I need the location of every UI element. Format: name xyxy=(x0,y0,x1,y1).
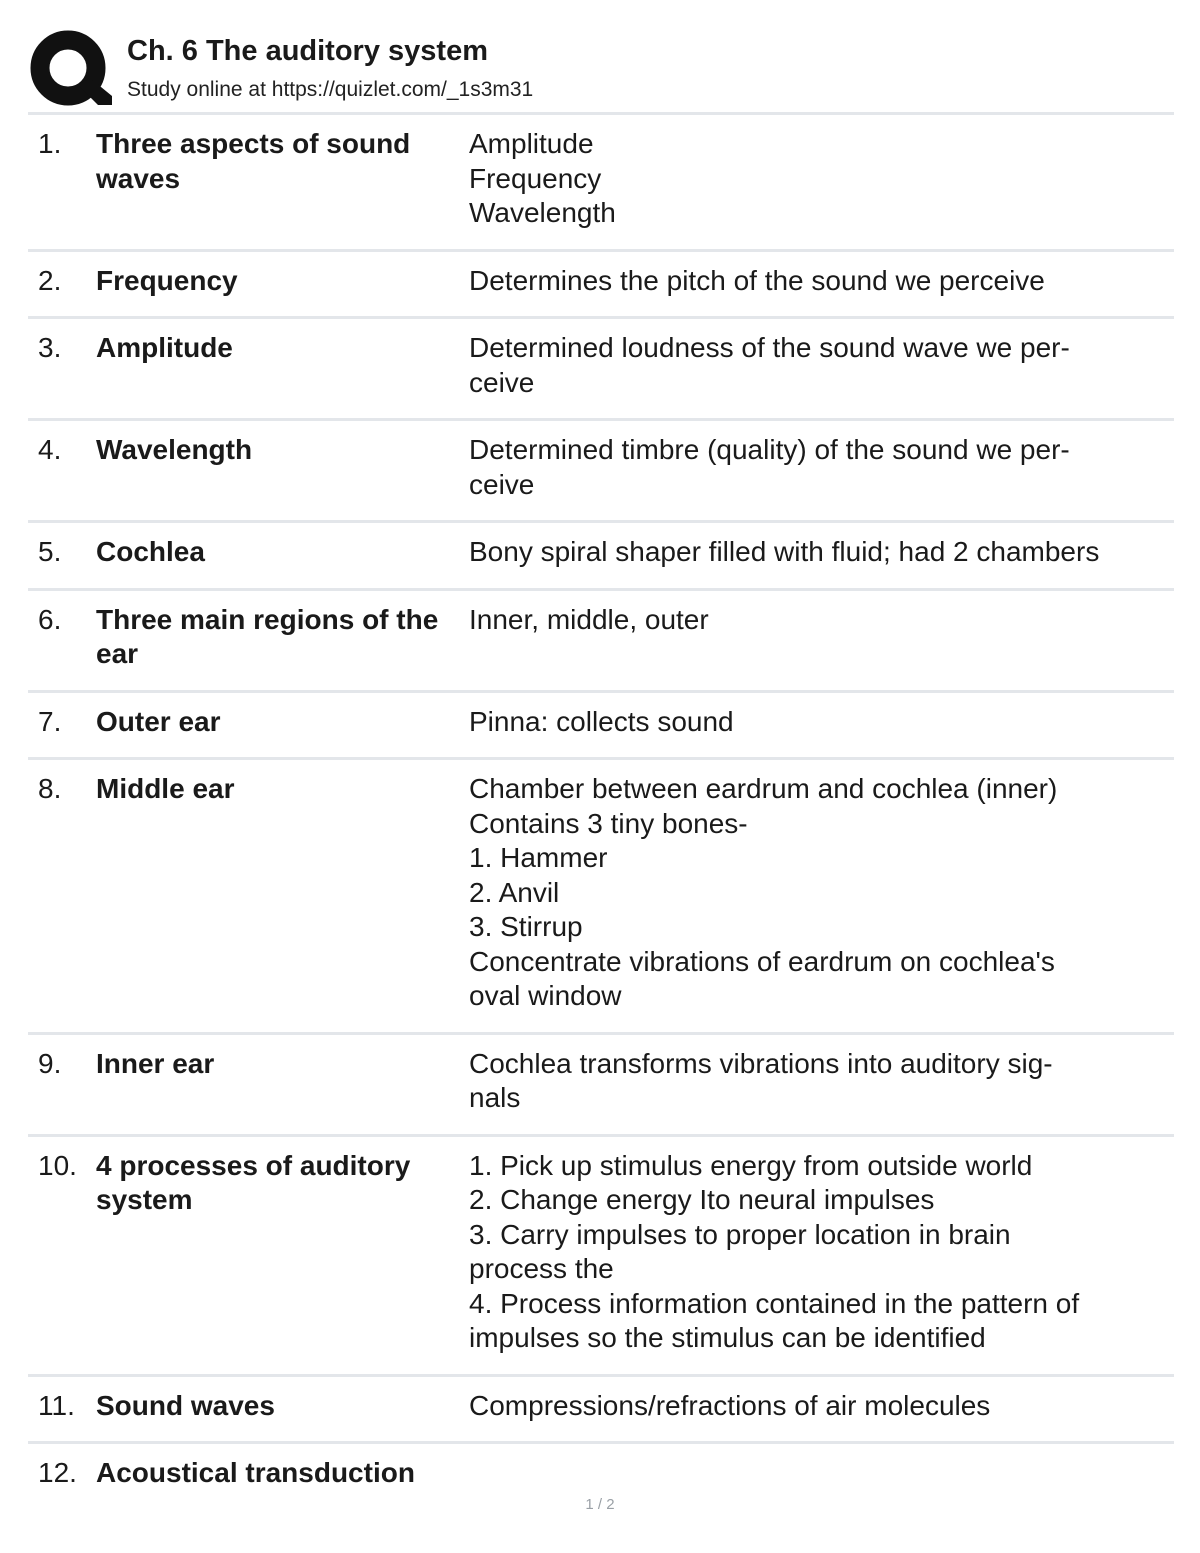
card-definition xyxy=(469,1456,1174,1491)
card-definition: 1. Pick up stimulus energy from outside world 2. Change energy Ito neural impulses 3. Carry impulses to proper location in brain process the 4. Process information contained in the pattern of impulses so the stimulus can be identified xyxy=(469,1149,1080,1353)
card-definition: Chamber between eardrum and cochlea (inner) Contains 3 tiny bones- 1. Hammer 2. Anvil 3. Stirrup Concentrate vibrations of eardrum on cochlea's oval window xyxy=(469,773,1058,1011)
flashcard-row xyxy=(28,1035,1174,1137)
card-term: Wavelength xyxy=(96,434,253,465)
card-number: 11. xyxy=(38,1389,75,1421)
flashcard-row xyxy=(28,1137,1174,1377)
flashcard-row xyxy=(28,591,1174,693)
card-number: 10. xyxy=(38,1149,77,1181)
card-term: 4 processes of auditory system xyxy=(96,1149,411,1215)
card-definition: Cochlea transforms vibrations into auditory sig- nals xyxy=(469,1047,1053,1113)
flashcard-row xyxy=(28,523,1174,591)
card-number: 7. xyxy=(38,705,62,737)
card-number: 9. xyxy=(38,1047,62,1079)
flashcard-row xyxy=(28,421,1174,523)
flashcard-row xyxy=(28,115,1174,252)
flashcard-row xyxy=(28,693,1174,761)
card-term: Three main regions of the ear xyxy=(96,603,439,669)
card-number: 1. xyxy=(38,128,62,159)
flashcard-row xyxy=(28,319,1174,421)
card-term: Inner ear xyxy=(96,1047,215,1079)
card-definition: Determined loudness of the sound wave we per- ceive xyxy=(469,332,1070,398)
card-number: 6. xyxy=(38,603,62,635)
card-number: 8. xyxy=(38,773,62,804)
card-term: Three aspects of sound waves xyxy=(96,128,411,194)
card-definition: Bony spiral shaper filled with fluid; had 2 chambers xyxy=(469,536,1100,567)
card-number: 12. xyxy=(38,1457,77,1488)
page-indicator: 1 / 2 xyxy=(585,1496,615,1513)
card-number: 3. xyxy=(38,332,62,363)
flashcard-row xyxy=(28,252,1174,320)
study-online-link[interactable]: Study online at https://quizlet.com/_1s3m31 xyxy=(127,78,534,101)
page-header xyxy=(28,30,1174,110)
card-number: 4. xyxy=(38,434,62,465)
card-definition: Pinna: collects sound xyxy=(469,705,734,737)
flashcard-row xyxy=(28,760,1174,1035)
quizlet-q-logo-icon xyxy=(28,30,112,110)
flashcard-row xyxy=(28,1377,1174,1445)
card-term: Cochlea xyxy=(96,536,205,567)
card-term: Amplitude xyxy=(96,332,233,363)
page-title: Ch. 6 The auditory system xyxy=(127,35,488,67)
card-number: 2. xyxy=(38,264,62,296)
card-term: Outer ear xyxy=(96,705,221,737)
card-number: 5. xyxy=(38,536,62,567)
card-definition: Compressions/refractions of air molecules xyxy=(469,1389,991,1421)
card-definition: Inner, middle, outer xyxy=(469,603,709,635)
flashcard-list xyxy=(28,112,1174,1509)
card-definition: Amplitude Frequency Wavelength xyxy=(469,128,616,228)
card-term: Frequency xyxy=(96,264,238,296)
card-term: Middle ear xyxy=(96,773,235,804)
card-term: Sound waves xyxy=(96,1389,275,1421)
card-term: Acoustical transduction xyxy=(96,1457,415,1488)
card-definition: Determines the pitch of the sound we perceive xyxy=(469,264,1045,296)
card-definition: Determined timbre (quality) of the sound we per- ceive xyxy=(469,434,1070,500)
